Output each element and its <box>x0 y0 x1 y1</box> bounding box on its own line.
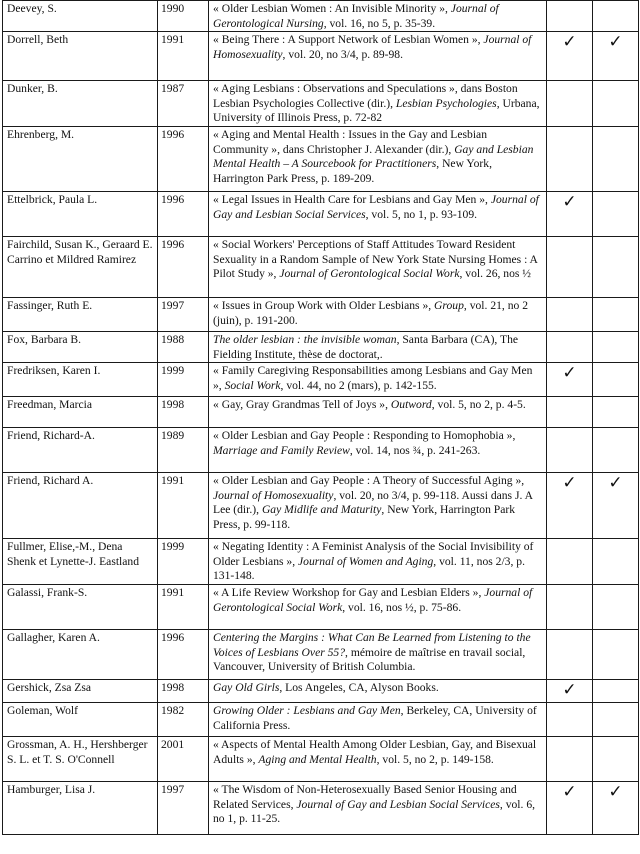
reference-text: , vol. 5, no 1, p. 93-109. <box>365 207 478 221</box>
check-column-2-cell <box>593 297 639 331</box>
reference-text: « Aspects of Mental Health Among Older Lesbian, Gay, and Bisexual Adults », <box>213 737 537 766</box>
check-column-2-cell <box>593 236 639 297</box>
year-cell: 1996 <box>158 629 209 679</box>
reference-text: , vol. 6, no 1, p. 11-25. <box>213 797 536 826</box>
reference-text: , vol. 20, no 3/4, p. 89-98. <box>282 47 403 61</box>
reference-text: « Legal Issues in Health Care for Lesbians and Gay Men », <box>213 192 491 206</box>
check-column-2-cell <box>593 397 639 428</box>
check-column-1-cell <box>547 363 593 397</box>
reference-text: « Being There : A Support Network of Lesbian Women », <box>213 33 484 47</box>
author-cell: Gershick, Zsa Zsa <box>3 679 158 702</box>
reference-cell <box>209 363 547 397</box>
table-row <box>3 1 639 32</box>
reference-cell <box>209 539 547 585</box>
reference-title: Gay Old Girls <box>213 680 280 694</box>
year-cell: 1991 <box>158 584 209 629</box>
year-cell: 1998 <box>158 679 209 702</box>
check-column-2-cell <box>593 191 639 236</box>
reference-text: , Santa Barbara (CA), The Fielding Institute, thèse de doctorat,. <box>213 332 519 361</box>
reference-text: , vol. 21, no 2 (juin), p. 191-200. <box>213 298 528 327</box>
reference-title: Growing Older : Lesbians and Gay Men <box>213 703 401 717</box>
reference-cell <box>209 397 547 428</box>
check-column-1-cell <box>547 539 593 585</box>
table-row <box>3 191 639 236</box>
year-cell: 1997 <box>158 297 209 331</box>
reference-title: Gay and Lesbian Mental Health – A Sourcebook for Practitioners <box>213 142 534 171</box>
table-row <box>3 397 639 428</box>
author-cell: Freedman, Marcia <box>3 397 158 428</box>
reference-text: « The Wisdom of Non-Heterosexually Based Senior Housing and Related Services, <box>213 782 517 811</box>
checkmark-icon: ✓ <box>562 781 577 802</box>
reference-text: , vol. 26, nos ½ <box>459 267 531 281</box>
reference-title: Journal of Gay and Lesbian Social Services <box>296 797 500 811</box>
bibliography-table <box>2 0 639 835</box>
check-column-2-cell <box>593 363 639 397</box>
year-cell: 1996 <box>158 236 209 297</box>
author-cell: Dunker, B. <box>3 81 158 127</box>
reference-title: Social Work <box>224 378 281 392</box>
author-cell: Gallagher, Karen A. <box>3 629 158 679</box>
check-column-2-cell <box>593 629 639 679</box>
year-cell: 1997 <box>158 781 209 834</box>
table-row <box>3 236 639 297</box>
check-column-1-cell <box>547 736 593 781</box>
checkmark-icon: ✓ <box>608 473 623 494</box>
reference-text: , vol. 44, no 2 (mars), p. 142-155. <box>280 378 437 392</box>
check-column-1-cell <box>547 679 593 702</box>
reference-text: « Negating Identity : A Feminist Analysis of the Social Invisibility of Older Lesbians », <box>213 540 534 568</box>
year-cell: 1989 <box>158 428 209 473</box>
reference-title: Journal of Gerontological Social Work <box>279 267 460 281</box>
check-column-1-cell <box>547 236 593 297</box>
reference-cell <box>209 473 547 539</box>
check-column-2-cell <box>593 331 639 362</box>
bibliography-rows <box>3 1 639 835</box>
author-cell: Fassinger, Ruth E. <box>3 297 158 331</box>
reference-text: « Family Caregiving Responsabilities among Lesbians and Gay Men », <box>213 364 533 392</box>
author-cell: Fox, Barbara B. <box>3 331 158 362</box>
check-column-1-cell <box>547 473 593 539</box>
reference-title: Journal of Gerontological Nursing <box>213 2 499 30</box>
reference-text: « Older Lesbian and Gay People : Responding to Homophobia », <box>213 429 516 443</box>
reference-title: Centering the Margins : What Can Be Learned from Listening to the Voices of Lesbians Over 55? <box>213 630 531 659</box>
check-column-2-cell <box>593 781 639 834</box>
reference-text: , mémoire de maîtrise en travail social, Vancouver, University of British Columbia. <box>213 645 526 674</box>
reference-text: , vol. 5, no 2, p. 4-5. <box>431 398 526 412</box>
check-column-1-cell <box>547 297 593 331</box>
reference-cell <box>209 781 547 834</box>
table-row <box>3 736 639 781</box>
year-cell: 1988 <box>158 331 209 362</box>
year-cell: 1991 <box>158 32 209 81</box>
table-row <box>3 363 639 397</box>
reference-title: Outword <box>390 398 432 412</box>
author-cell: Fullmer, Elise,-M., Dena Shenk et Lynette-J. Eastland <box>3 539 158 585</box>
reference-title: Journal of Gerontological Social Work <box>213 585 533 614</box>
reference-title: Marriage and Family Review <box>213 443 350 457</box>
author-cell: Ehrenberg, M. <box>3 126 158 191</box>
table-row <box>3 781 639 834</box>
reference-text: , vol. 20, no 3/4, p. 99-118. Aussi dans J. A Lee (dir.), <box>213 488 533 517</box>
reference-title: Gay Midlife and Maturity <box>261 503 382 517</box>
reference-title: Journal of Homosexuality <box>213 33 532 61</box>
reference-text: , New York, Harrington Park Press, p. 189-209. <box>213 157 492 185</box>
author-cell: Ettelbrick, Paula L. <box>3 191 158 236</box>
reference-text: , Berkeley, CA, University of California Press. <box>213 703 537 732</box>
reference-title: The older lesbian : the invisible woman <box>213 332 397 346</box>
reference-title: Aging and Mental Health <box>258 752 377 766</box>
reference-text: , New York, Harrington Park Press, p. 99-118. <box>213 503 516 531</box>
check-column-1-cell <box>547 191 593 236</box>
reference-cell <box>209 584 547 629</box>
reference-cell <box>209 428 547 473</box>
year-cell: 1998 <box>158 397 209 428</box>
reference-text: « Older Lesbian Women : An Invisible Minority », <box>213 2 451 15</box>
reference-cell <box>209 81 547 127</box>
year-cell: 2001 <box>158 736 209 781</box>
reference-text: , Los Angeles, CA, Alyson Books. <box>279 680 439 694</box>
year-cell: 1996 <box>158 126 209 191</box>
year-cell: 1999 <box>158 539 209 585</box>
check-column-2-cell <box>593 32 639 81</box>
table-row <box>3 81 639 127</box>
checkmark-icon: ✓ <box>562 363 577 384</box>
table-row <box>3 297 639 331</box>
author-cell: Galassi, Frank-S. <box>3 584 158 629</box>
reference-text: « Aging and Mental Health : Issues in the Gay and Lesbian Community », dans Christopher J. Alexander (dir.), <box>213 127 488 156</box>
reference-text: « Older Lesbian and Gay People : A Theory of Successful Aging », <box>213 474 525 488</box>
check-column-2-cell <box>593 81 639 127</box>
reference-text: « Social Workers' Perceptions of Staff Attitudes Toward Resident Sexuality in a Random Sample of New York State Nursing Homes : A Pilot Study », <box>213 237 538 281</box>
reference-title: Journal of Homosexuality <box>213 488 334 502</box>
checkmark-icon: ✓ <box>562 32 577 53</box>
reference-text: , vol. 11, nos 2/3, p. 131-148. <box>213 554 525 583</box>
table-row <box>3 331 639 362</box>
check-column-1-cell <box>547 397 593 428</box>
reference-cell <box>209 629 547 679</box>
year-cell: 1999 <box>158 363 209 397</box>
reference-cell <box>209 1 547 32</box>
table-row <box>3 32 639 81</box>
check-column-1-cell <box>547 629 593 679</box>
reference-cell <box>209 236 547 297</box>
table-row <box>3 702 639 736</box>
reference-title: Journal of Gay and Lesbian Social Services <box>213 192 539 221</box>
author-cell: Dorrell, Beth <box>3 32 158 81</box>
table-row <box>3 126 639 191</box>
check-column-1-cell <box>547 1 593 32</box>
checkmark-icon: ✓ <box>562 191 577 212</box>
table-row <box>3 428 639 473</box>
reference-text: , Urbana, University of Illinois Press, p. 72-82 <box>213 96 540 125</box>
check-column-2-cell <box>593 428 639 473</box>
year-cell: 1987 <box>158 81 209 127</box>
check-column-2-cell <box>593 702 639 736</box>
author-cell: Deevey, S. <box>3 1 158 32</box>
check-column-2-cell <box>593 539 639 585</box>
checkmark-icon: ✓ <box>562 679 577 700</box>
year-cell: 1996 <box>158 191 209 236</box>
check-column-2-cell <box>593 584 639 629</box>
checkmark-icon: ✓ <box>608 32 623 53</box>
reference-text: « Issues in Group Work with Older Lesbians », <box>213 298 435 312</box>
check-column-1-cell <box>547 428 593 473</box>
check-column-1-cell <box>547 781 593 834</box>
table-row <box>3 584 639 629</box>
table-row <box>3 539 639 585</box>
reference-text: « Aging Lesbians : Observations and Speculations », dans Boston Lesbian Psychologies Collective (dir.), <box>213 82 518 110</box>
author-cell: Fredriksen, Karen I. <box>3 363 158 397</box>
table-row <box>3 473 639 539</box>
reference-cell <box>209 702 547 736</box>
check-column-1-cell <box>547 584 593 629</box>
reference-cell <box>209 297 547 331</box>
reference-title: Group <box>434 298 464 312</box>
check-column-2-cell <box>593 473 639 539</box>
check-column-2-cell <box>593 736 639 781</box>
reference-cell <box>209 679 547 702</box>
table-row <box>3 629 639 679</box>
checkmark-icon: ✓ <box>562 473 577 494</box>
author-cell: Fairchild, Susan K., Geraard E. Carrino et Mildred Ramirez <box>3 236 158 297</box>
table-row <box>3 679 639 702</box>
reference-cell <box>209 331 547 362</box>
reference-cell <box>209 736 547 781</box>
author-cell: Goleman, Wolf <box>3 702 158 736</box>
reference-text: , vol. 16, no 5, p. 35-39. <box>323 16 436 30</box>
year-cell: 1990 <box>158 1 209 32</box>
reference-text: , vol. 16, nos ½, p. 75-86. <box>342 600 462 614</box>
reference-text: « Gay, Gray Grandmas Tell of Joys », <box>213 398 391 412</box>
check-column-1-cell <box>547 32 593 81</box>
author-cell: Friend, Richard A. <box>3 473 158 539</box>
check-column-2-cell <box>593 679 639 702</box>
author-cell: Grossman, A. H., Hershberger S. L. et T. S. O'Connell <box>3 736 158 781</box>
reference-text: « A Life Review Workshop for Gay and Lesbian Elders », <box>213 585 485 599</box>
check-column-2-cell <box>593 1 639 32</box>
reference-title: Journal of Women and Aging <box>298 554 434 568</box>
year-cell: 1982 <box>158 702 209 736</box>
check-column-1-cell <box>547 331 593 362</box>
author-cell: Hamburger, Lisa J. <box>3 781 158 834</box>
year-cell: 1991 <box>158 473 209 539</box>
checkmark-icon: ✓ <box>608 781 623 802</box>
check-column-2-cell <box>593 126 639 191</box>
author-cell: Friend, Richard-A. <box>3 428 158 473</box>
reference-cell <box>209 126 547 191</box>
reference-text: , vol. 5, no 2, p. 149-158. <box>376 752 494 766</box>
reference-text: , vol. 14, nos ¾, p. 241-263. <box>349 443 481 457</box>
check-column-1-cell <box>547 81 593 127</box>
reference-cell <box>209 32 547 81</box>
reference-title: Lesbian Psychologies <box>395 96 497 110</box>
check-column-1-cell <box>547 702 593 736</box>
check-column-1-cell <box>547 126 593 191</box>
reference-cell <box>209 191 547 236</box>
